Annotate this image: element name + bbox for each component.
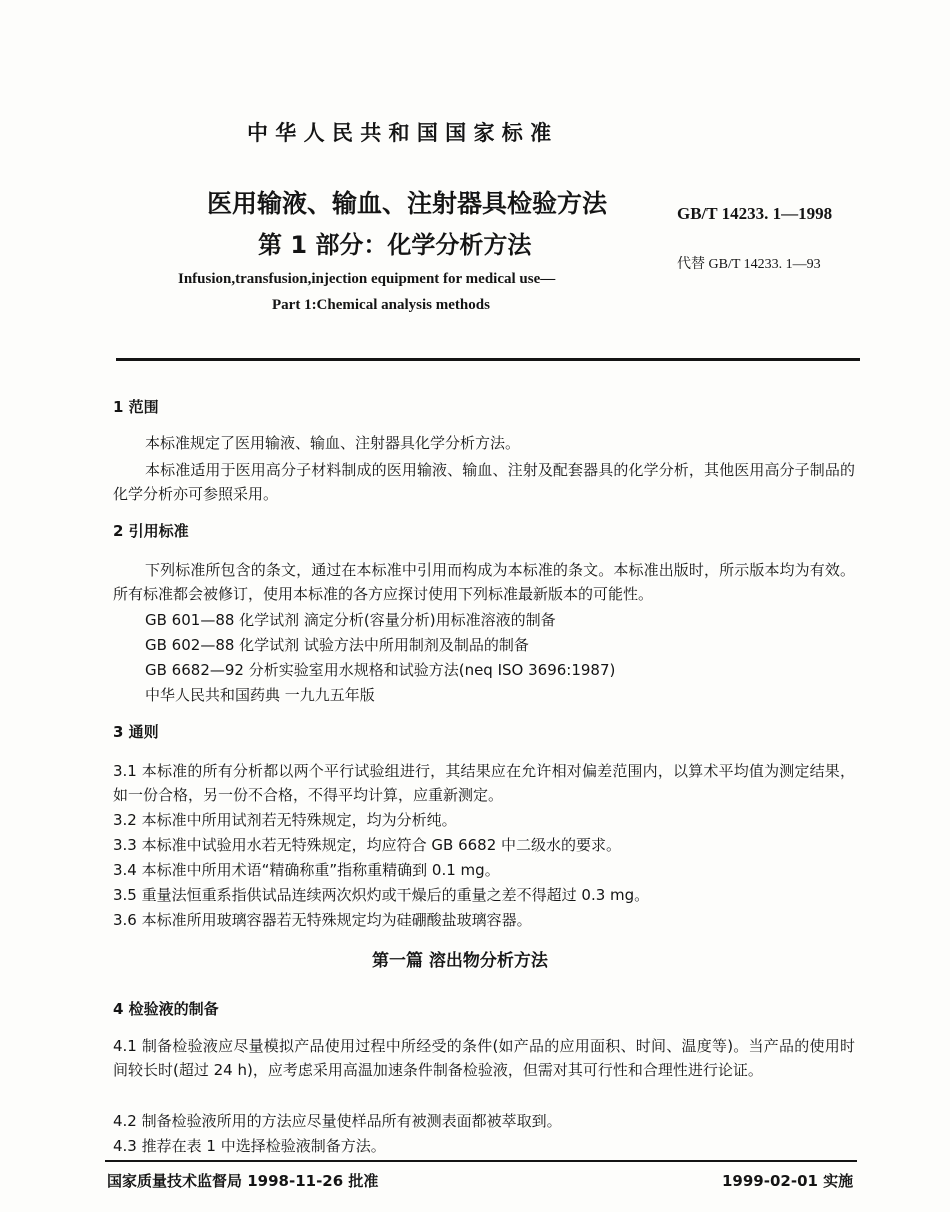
reference-item: GB 6682—92 分析实验室用水规格和试验方法(neq ISO 3696:1987) bbox=[145, 661, 616, 679]
section-3-heading: 3 通则 bbox=[113, 723, 159, 741]
clause-3-2: 3.2 本标准中所用试剂若无特殊规定，均为分析纯。 bbox=[113, 811, 457, 829]
implementation-date: 1999-02-01 实施 bbox=[722, 1172, 854, 1190]
section-2-paragraph: 下列标准所包含的条文，通过在本标准中引用而构成为本标准的条文。本标准出版时，所示版本均为有效。所有标准都会被修订，使用本标准的各方应探讨使用下列标准最新版本的可能性。 bbox=[113, 561, 855, 603]
section-2-heading: 2 引用标准 bbox=[113, 522, 189, 540]
english-title-line1: Infusion,transfusion,injection equipment for medical use— bbox=[178, 271, 556, 287]
approval-info: 国家质量技术监督局 1998-11-26 批准 bbox=[107, 1172, 379, 1190]
national-standard-heading: 中 华 人 民 共 和 国 国 家 标 准 bbox=[247, 121, 552, 145]
section-4-heading: 4 检验液的制备 bbox=[113, 1000, 219, 1018]
clause-3-5: 3.5 重量法恒重系指供试品连续两次炽灼或干燥后的重量之差不得超过 0.3 mg。 bbox=[113, 886, 650, 904]
section-1-paragraph-1: 本标准规定了医用输液、输血、注射器具化学分析方法。 bbox=[145, 434, 521, 452]
clause-4-2: 4.2 制备检验液所用的方法应尽量使样品所有被测表面都被萃取到。 bbox=[113, 1112, 562, 1130]
reference-item: 中华人民共和国药典 一九九五年版 bbox=[145, 686, 375, 704]
section-1-paragraph-2: 本标准适用于医用高分子材料制成的医用输液、输血、注射及配套器具的化学分析，其他医用高分子制品的化学分析亦可参照采用。 bbox=[113, 461, 855, 503]
clause-3-3: 3.3 本标准中试验用水若无特殊规定，均应符合 GB 6682 中二级水的要求。 bbox=[113, 836, 622, 854]
document-title: 医用输液、输血、注射器具检验方法 bbox=[207, 189, 608, 218]
clause-3-6: 3.6 本标准所用玻璃容器若无特殊规定均为硅硼酸盐玻璃容器。 bbox=[113, 911, 532, 929]
part-title: 第一篇 溶出物分析方法 bbox=[372, 951, 548, 971]
clause-4-3: 4.3 推荐在表 1 中选择检验液制备方法。 bbox=[113, 1137, 386, 1155]
english-title-line2: Part 1:Chemical analysis methods bbox=[272, 297, 490, 313]
clause-3-4: 3.4 本标准中所用术语“精确称重”指称重精确到 0.1 mg。 bbox=[113, 861, 500, 879]
reference-item: GB 602—88 化学试剂 试验方法中所用制剂及制品的制备 bbox=[145, 636, 529, 654]
footer-divider bbox=[105, 1160, 857, 1162]
standard-number: GB/T 14233. 1—1998 bbox=[677, 204, 833, 223]
clause-3-1: 3.1 本标准的所有分析都以两个平行试验组进行，其结果应在允许相对偏差范围内，以算术平均值为测定结果，如一份合格，另一份不合格，不得平均计算，应重新测定。 bbox=[113, 762, 855, 804]
document-subtitle: 第 1 部分：化学分析方法 bbox=[258, 231, 532, 259]
reference-item: GB 601—88 化学试剂 滴定分析(容量分析)用标准溶液的制备 bbox=[145, 611, 556, 629]
replaces-standard: 代替 GB/T 14233. 1—93 bbox=[677, 257, 821, 272]
clause-4-1: 4.1 制备检验液应尽量模拟产品使用过程中所经受的条件(如产品的应用面积、时间、温度等)。当产品的使用时间较长时(超过 24 h)，应考虑采用高温加速条件制备检验液，但需对其可行性和合理性进行论证。 bbox=[113, 1037, 855, 1079]
header-divider bbox=[116, 358, 860, 361]
section-1-heading: 1 范围 bbox=[113, 398, 159, 416]
